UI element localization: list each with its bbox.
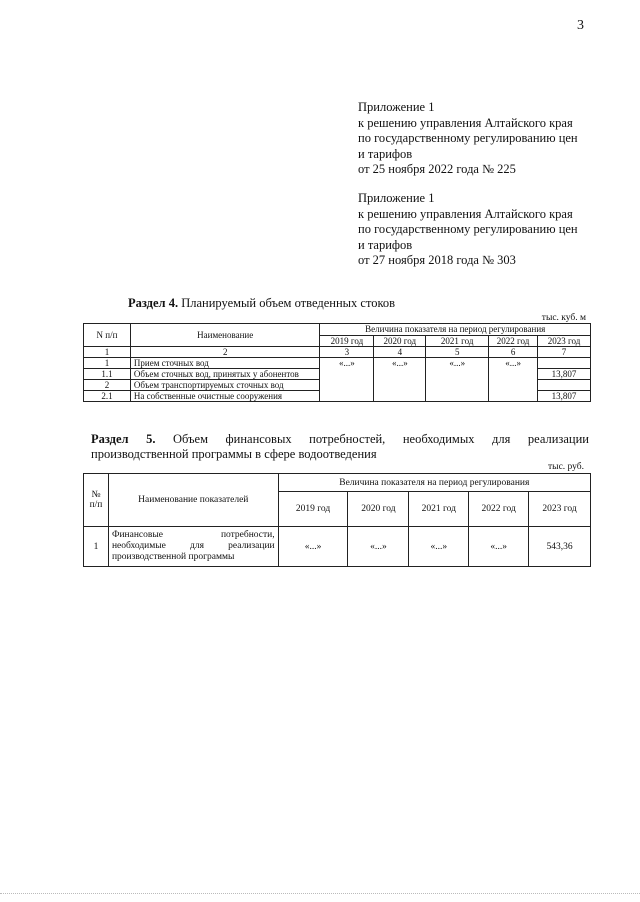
appendix-line: по государственному регулированию цен	[358, 222, 578, 236]
section4-table	[83, 323, 591, 402]
row-value: «...»	[278, 527, 348, 567]
header-year: 2020 год	[374, 335, 426, 347]
header-year: 2022 год	[469, 492, 529, 527]
row-name: Финансовые потребности, необходимые для реализации производственной программы	[108, 527, 278, 567]
header-period: Величина показателя на период регулирования	[320, 324, 591, 336]
row-value	[538, 358, 591, 369]
col-number: 6	[489, 347, 538, 358]
appendix-line: от 27 ноября 2018 года № 303	[358, 253, 516, 267]
appendix-line: и тарифов	[358, 146, 413, 161]
header-year: 2020 год	[348, 492, 409, 527]
section5-table	[83, 473, 591, 567]
header-year: 2023 год	[538, 335, 591, 347]
section4-title	[128, 296, 395, 311]
col-number: 7	[538, 347, 591, 358]
scan-edge-line	[0, 893, 640, 894]
header-year: 2019 год	[278, 492, 348, 527]
header-num: N п/п	[84, 324, 131, 347]
row-value: «...»	[320, 358, 374, 402]
appendix-line: к решению управления Алтайского края	[358, 115, 573, 130]
table-row	[84, 358, 591, 369]
header-year: 2022 год	[489, 335, 538, 347]
table-row	[84, 527, 591, 567]
row-name: Объем транспортируемых сточных вод	[130, 380, 320, 391]
col-number: 1	[84, 347, 131, 358]
appendix-line: Приложение 1	[358, 191, 435, 205]
row-name: Прием сточных вод	[130, 358, 320, 369]
section5-label: Раздел 5.	[91, 432, 156, 446]
appendix-line: к решению управления Алтайского края	[358, 206, 573, 221]
column-number-row	[84, 347, 591, 358]
row-name: Объем сточных вод, принятых у абонентов	[130, 369, 320, 380]
section4-title-text: Планируемый объем отведенных стоков	[181, 296, 396, 310]
header-period: Величина показателя на период регулирования	[278, 474, 590, 492]
header-year: 2021 год	[426, 335, 489, 347]
row-value: «...»	[426, 358, 489, 402]
header-name: Наименование	[130, 324, 320, 347]
section5-title-line2: производственной программы в сфере водоотведения	[91, 447, 377, 461]
header-num: № п/п	[84, 474, 109, 527]
appendix-line: и тарифов	[358, 237, 413, 252]
header-name: Наименование показателей	[108, 474, 278, 527]
col-number: 4	[374, 347, 426, 358]
row-value: 13,807	[538, 391, 591, 402]
col-number: 2	[130, 347, 320, 358]
row-value: «...»	[348, 527, 409, 567]
col-number: 3	[320, 347, 374, 358]
section4-label: Раздел 4.	[128, 296, 179, 310]
page-number: 3	[577, 18, 584, 33]
row-num: 1	[84, 358, 131, 369]
appendix-line: по государственному регулированию цен	[358, 131, 578, 145]
row-value: 543,36	[529, 527, 591, 567]
section5-title-line1: Объем финансовых потребностей, необходимых для реализации	[173, 432, 589, 446]
row-value: «...»	[409, 527, 469, 567]
appendix-original-header	[358, 191, 598, 269]
row-value: 13,807	[538, 369, 591, 380]
row-num: 2	[84, 380, 131, 391]
row-value	[538, 380, 591, 391]
row-num: 2.1	[84, 391, 131, 402]
appendix-line: Приложение 1	[358, 100, 435, 114]
header-year: 2021 год	[409, 492, 469, 527]
appendix-line: от 25 ноября 2022 года № 225	[358, 162, 516, 176]
row-value: «...»	[374, 358, 426, 402]
row-num: 1	[84, 527, 109, 567]
row-value: «...»	[489, 358, 538, 402]
section5-unit: тыс. руб.	[548, 462, 584, 472]
row-name: На собственные очистные сооружения	[130, 391, 320, 402]
section4-unit: тыс. куб. м	[541, 313, 586, 323]
row-num: 1.1	[84, 369, 131, 380]
header-year: 2023 год	[529, 492, 591, 527]
header-year: 2019 год	[320, 335, 374, 347]
row-value: «...»	[469, 527, 529, 567]
col-number: 5	[426, 347, 489, 358]
section5-title	[91, 432, 589, 462]
appendix-current-header	[358, 100, 598, 178]
